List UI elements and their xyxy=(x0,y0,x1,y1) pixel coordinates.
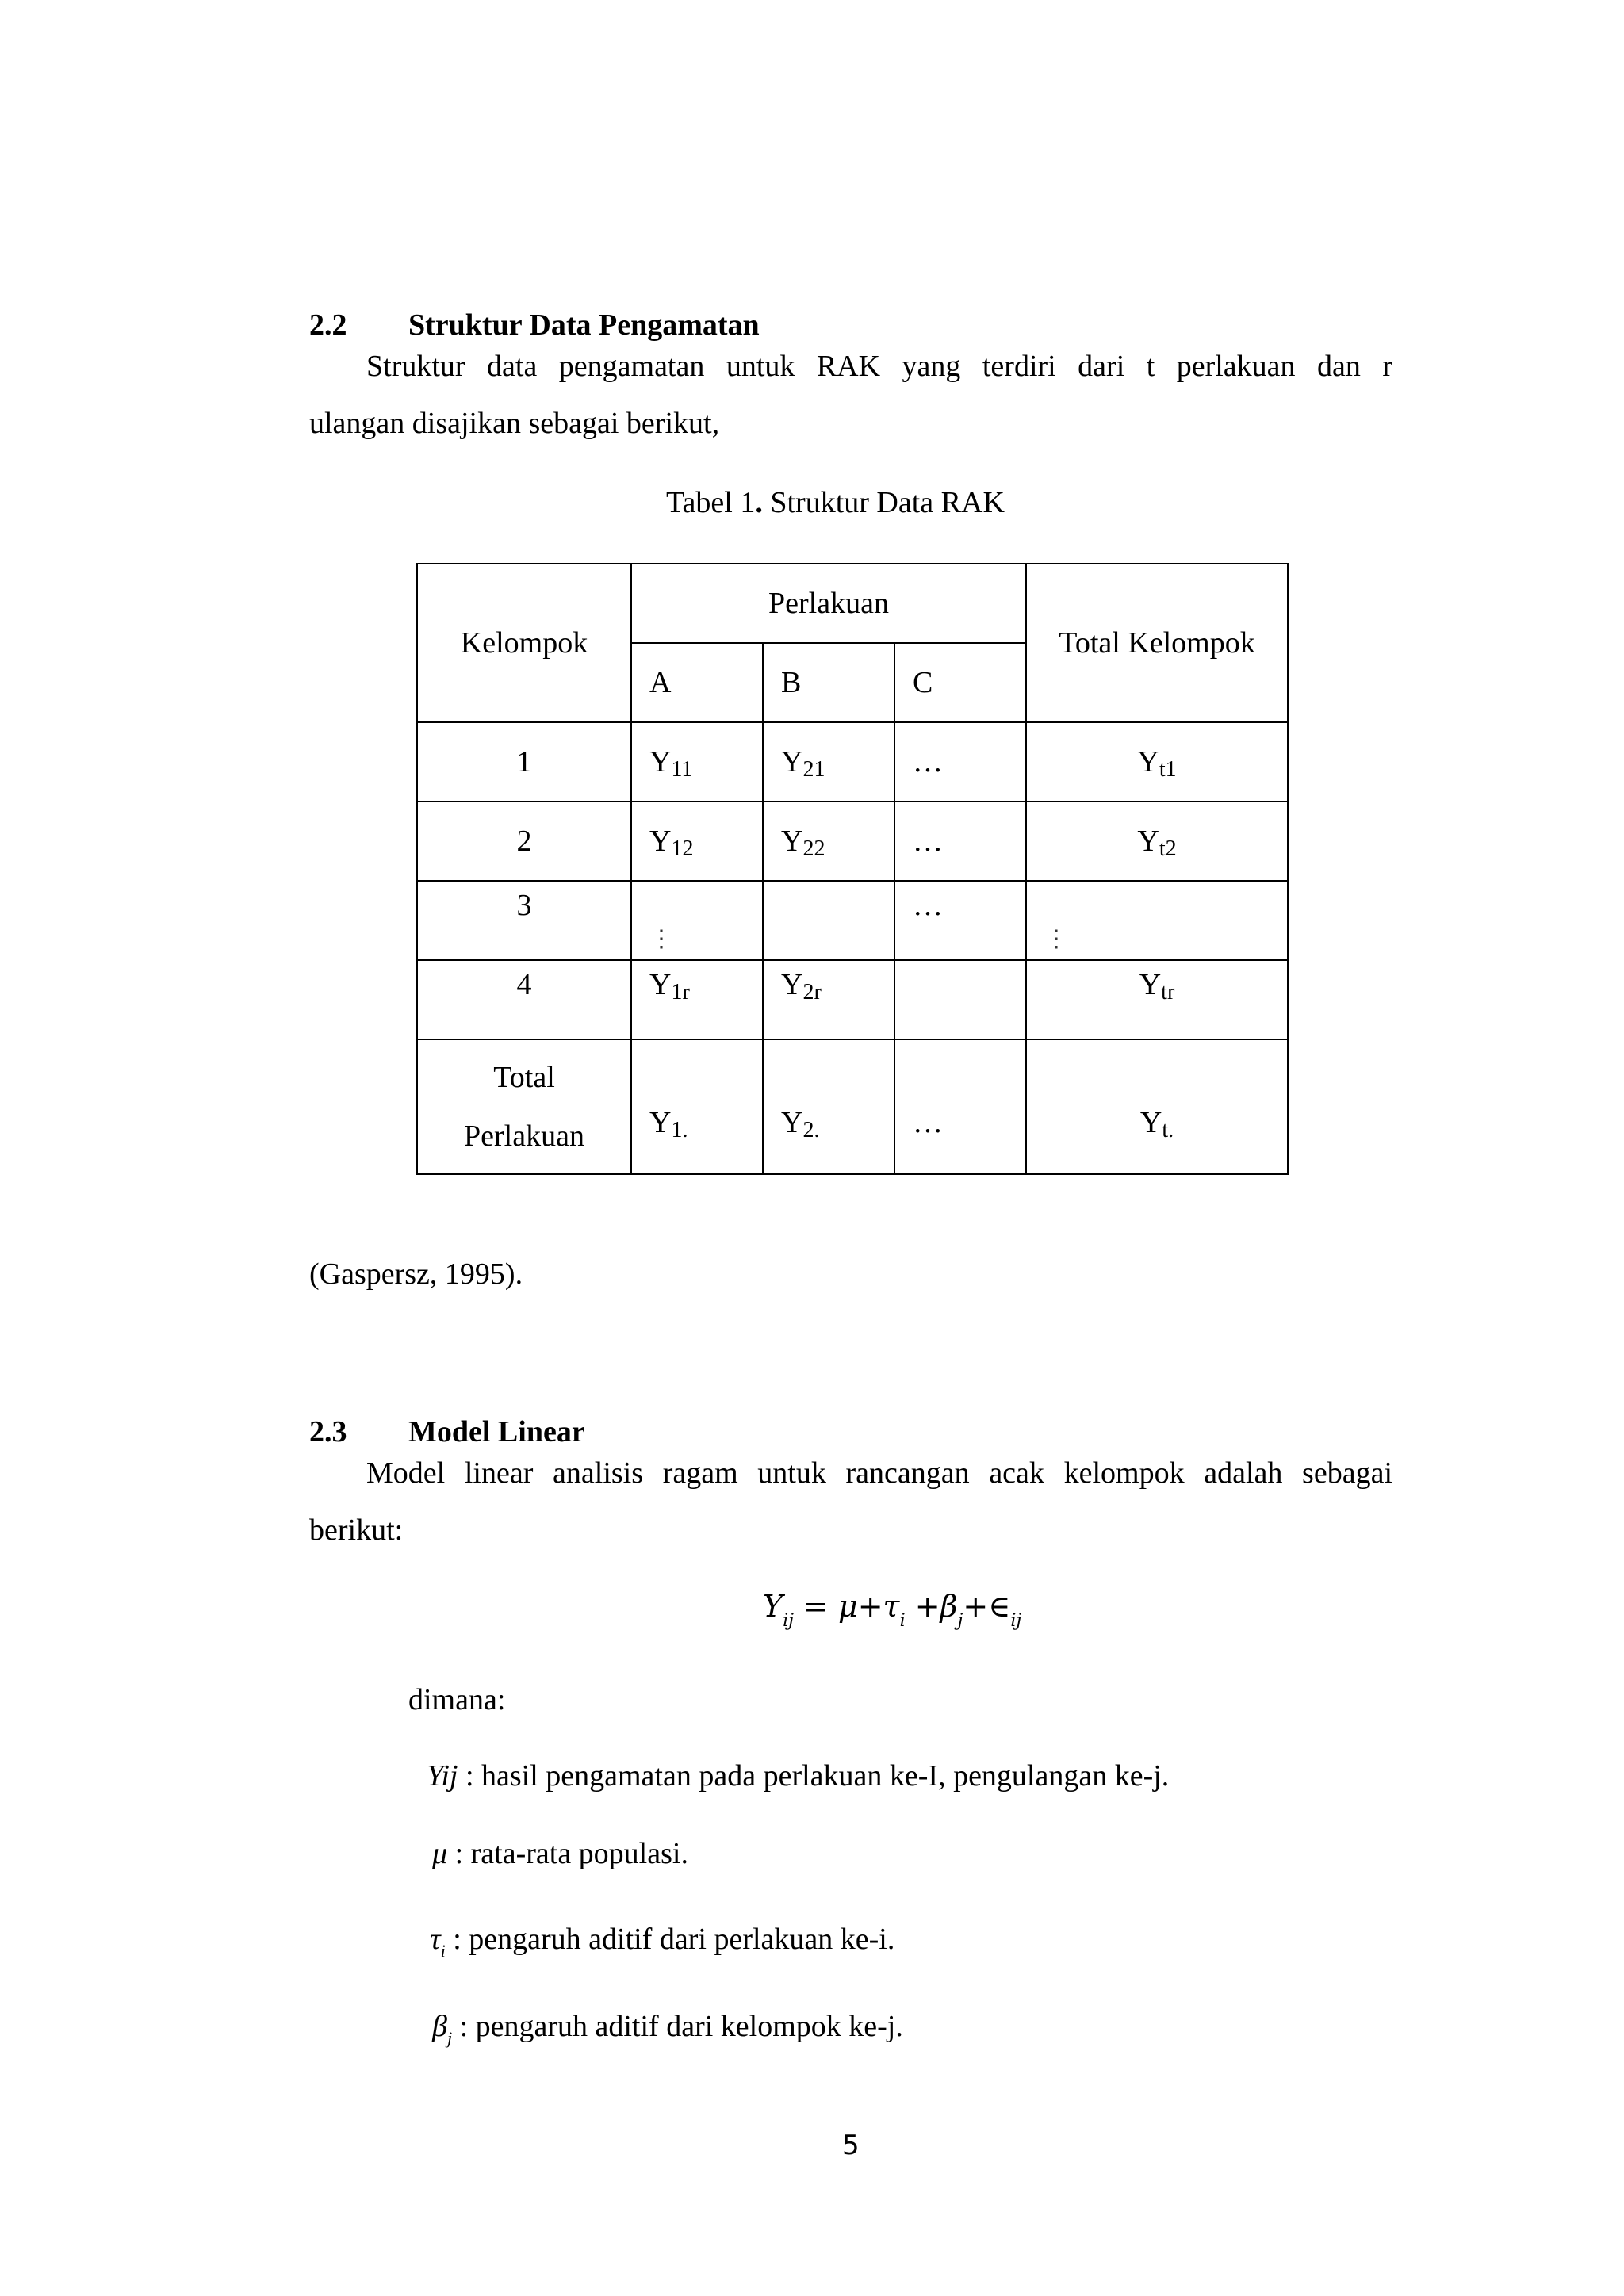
table-row xyxy=(417,881,1288,960)
cell-a: Y12 xyxy=(631,802,763,881)
cell-b xyxy=(763,881,894,960)
paragraph-line: ulangan disajikan sebagai berikut, xyxy=(309,407,720,440)
paragraph-line: Model linear analisis ragam untuk rancangan acak kelompok adalah sebagai xyxy=(366,1456,1392,1490)
definition-symbol: μ xyxy=(432,1837,448,1870)
section-number-2-2: 2.2 xyxy=(309,308,347,342)
data-structure-table xyxy=(416,563,1289,1175)
cell-c: … xyxy=(894,722,1026,802)
definition-item xyxy=(432,1836,688,1871)
header-kelompok: Kelompok xyxy=(417,564,631,722)
definition-text: : rata-rata populasi. xyxy=(447,1837,688,1870)
definition-item: $\beta_j$ : pengaruh aditif dari kelompok ke-j. xyxy=(432,2010,903,2048)
caption-label: Tabel 1 xyxy=(666,486,756,519)
kelompok-cell: 2 xyxy=(417,802,631,881)
caption-dot: . xyxy=(755,486,763,519)
cell-total-vdots-icon: ⋮ xyxy=(1026,881,1288,960)
header-perlakuan: Perlakuan xyxy=(631,564,1026,643)
cell-c: … xyxy=(894,802,1026,881)
kelompok-cell: 1 xyxy=(417,722,631,802)
total-perlakuan-label: Total Perlakuan xyxy=(417,1039,631,1174)
definition-symbol: Yij xyxy=(427,1759,458,1793)
table-caption xyxy=(666,485,1005,520)
section-title-2-3: Model Linear xyxy=(408,1415,585,1448)
definition-text: : pengaruh aditif dari perlakuan ke-i. xyxy=(445,1923,895,1956)
table-row xyxy=(417,960,1288,1039)
kelompok-cell: 3 xyxy=(417,881,631,960)
section-title-2-2: Struktur Data Pengamatan xyxy=(408,308,760,342)
paragraph-line: berikut: xyxy=(309,1513,404,1547)
header-total-kelompok: Total Kelompok xyxy=(1026,564,1288,722)
cell-total: Yt1 xyxy=(1026,722,1288,802)
total-cell-a: Y1. xyxy=(631,1039,763,1174)
cell-a-vdots-icon: ⋮ xyxy=(631,881,763,960)
table-row xyxy=(417,722,1288,802)
section-number-2-3: 2.3 xyxy=(309,1415,347,1448)
cell-b: Y2r xyxy=(763,960,894,1039)
subheader-a: A xyxy=(631,643,763,722)
cell-total: Yt2 xyxy=(1026,802,1288,881)
cell-c xyxy=(894,960,1026,1039)
kelompok-cell: 4 xyxy=(417,960,631,1039)
grand-total-cell: Yt. xyxy=(1026,1039,1288,1174)
subheader-b: B xyxy=(763,643,894,722)
total-cell-c: … xyxy=(894,1039,1026,1174)
cell-a: Y11 xyxy=(631,722,763,802)
citation: (Gaspersz, 1995). xyxy=(309,1257,523,1291)
definition-item: $\tau_i$ : pengaruh aditif dari perlakuan ke-i. xyxy=(430,1923,895,1961)
cell-b: Y22 xyxy=(763,802,894,881)
definitions-intro: dimana: xyxy=(408,1683,506,1716)
paragraph-line: Struktur data pengamatan untuk RAK yang terdiri dari t perlakuan dan r xyxy=(366,350,1392,383)
definition-symbol: β xyxy=(432,2010,447,2043)
cell-total: Ytr xyxy=(1026,960,1288,1039)
caption-title: Struktur Data RAK xyxy=(762,486,1005,519)
cell-b: Y21 xyxy=(763,722,894,802)
linear-model-formula: $Y_{ij} = \mu+\tau_i$ $+\beta_j+\in_{ij}$ xyxy=(763,1589,1022,1631)
cell-c: … xyxy=(894,881,1026,960)
table-row xyxy=(417,802,1288,881)
cell-a: Y1r xyxy=(631,960,763,1039)
definition-text: : pengaruh aditif dari kelompok ke-j. xyxy=(452,2010,903,2043)
total-row xyxy=(417,1039,1288,1174)
page-number: 5 xyxy=(842,2130,860,2161)
definition-symbol: τ xyxy=(430,1923,441,1956)
total-cell-b: Y2. xyxy=(763,1039,894,1174)
subheader-c: C xyxy=(894,643,1026,722)
definition-text: : hasil pengamatan pada perlakuan ke-I, pengulangan ke-j. xyxy=(458,1759,1170,1793)
definition-item xyxy=(427,1758,1169,1793)
